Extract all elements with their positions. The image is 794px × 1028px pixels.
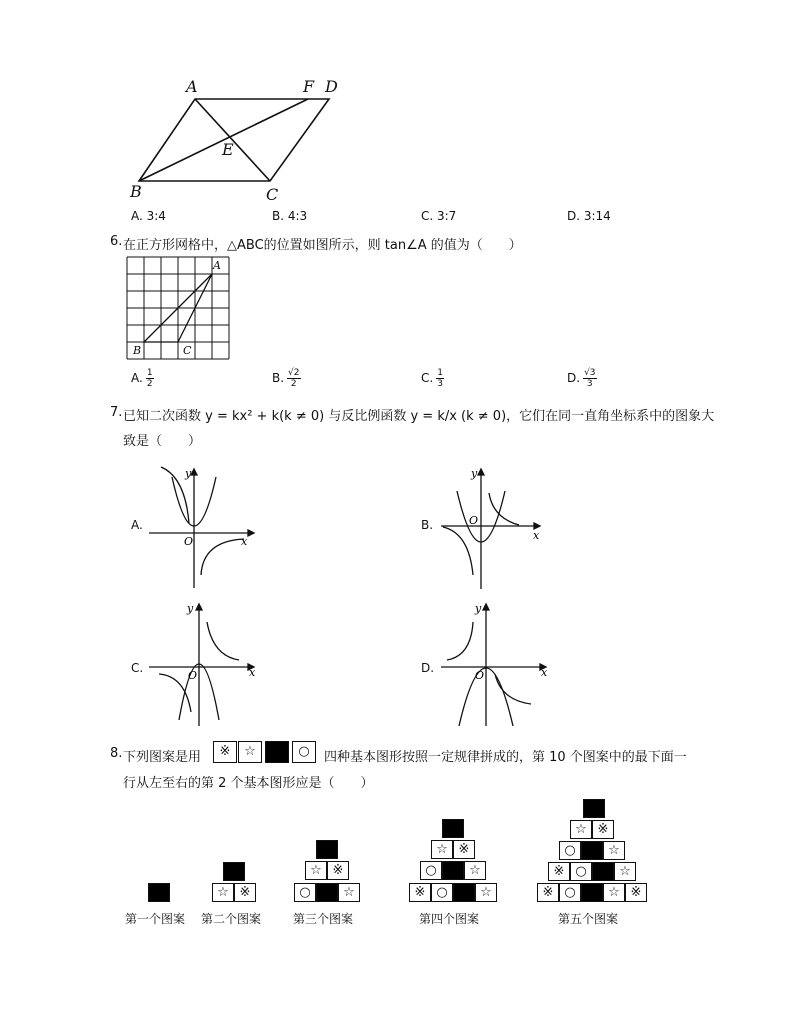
svg-text:y: y <box>475 602 482 615</box>
q7-question-line1: 已知二次函数 y = kx² + k(k ≠ 0) 与反比例函数 y = k/x (k ≠ 0)，它们在同一直角坐标系中的图象大 <box>123 409 715 424</box>
vertex-d-label: D <box>325 77 338 96</box>
pattern5-cell <box>581 883 603 902</box>
grid-vertex-b: B <box>133 344 142 357</box>
pattern2-cell <box>223 862 245 881</box>
pattern4-cell: ※ <box>453 840 475 859</box>
q7-option-c-label: C. <box>131 661 144 675</box>
reference-mark-shape: ※ <box>213 741 237 763</box>
graph-b <box>437 463 552 593</box>
grid-vertex-a: A <box>213 259 221 272</box>
pattern5-cell: ※ <box>625 883 647 902</box>
graph-a <box>145 465 260 590</box>
pattern5-caption: 第五个图案 <box>558 912 619 926</box>
graph-d <box>437 600 552 730</box>
pattern4-cell: ☆ <box>475 883 497 902</box>
svg-text:x: x <box>533 529 540 542</box>
pattern3-cell <box>316 840 338 859</box>
vertex-b-label: B <box>130 182 142 201</box>
vertex-c-label: C <box>266 185 279 204</box>
svg-text:O: O <box>475 669 485 682</box>
q7-option-a-label: A. <box>131 518 143 532</box>
pattern4-caption: 第四个图案 <box>419 912 480 926</box>
pattern4-cell: ○ <box>420 861 442 880</box>
svg-text:O: O <box>184 535 194 548</box>
star-shape: ☆ <box>238 741 262 763</box>
svg-text:y: y <box>185 467 192 480</box>
q8-question-pre: 下列图案是用 <box>123 750 202 765</box>
pattern1-caption: 第一个图案 <box>125 912 186 926</box>
q6-option-d: D. $\frac{√3}{3}$ <box>567 368 596 389</box>
q8-shape-legend <box>213 741 323 763</box>
pattern5-cell: ○ <box>559 883 581 902</box>
vertex-f-label: F <box>303 77 315 96</box>
pattern5-cell: ○ <box>570 862 592 881</box>
pattern2-cell: ※ <box>234 883 256 902</box>
pattern5-cell: ☆ <box>570 820 592 839</box>
q6-option-b: B. $\frac{√2}{2}$ <box>272 368 300 389</box>
pattern1-cell <box>148 883 170 902</box>
black-square-shape <box>265 741 289 763</box>
pattern5-cell: ☆ <box>614 862 636 881</box>
pattern5-cell <box>592 862 614 881</box>
pattern5-cell: ☆ <box>603 883 625 902</box>
pattern5-cell <box>583 799 605 818</box>
q5-option-b: B. 4:3 <box>272 209 308 223</box>
svg-text:x: x <box>541 666 548 679</box>
pattern3-cell: ☆ <box>305 861 327 880</box>
pattern3-caption: 第三个图案 <box>293 912 354 926</box>
q6-question: 在正方形网格中，△ABC的位置如图所示，则 tan∠A 的值为（ ） <box>123 238 522 253</box>
q7-option-d-label: D. <box>421 661 435 675</box>
pattern5-cell: ☆ <box>603 841 625 860</box>
q7-number: 7. <box>110 405 123 420</box>
q7-option-b-label: B. <box>421 518 434 532</box>
vertex-e-label: E <box>222 140 234 159</box>
pattern2-caption: 第二个图案 <box>201 912 262 926</box>
pattern5-cell: ※ <box>537 883 559 902</box>
q8-number: 8. <box>110 746 123 761</box>
q6-number: 6. <box>110 234 123 249</box>
graph-c <box>145 600 260 730</box>
pattern3-cell: ☆ <box>338 883 360 902</box>
svg-text:x: x <box>241 535 248 548</box>
pattern5-cell: ※ <box>548 862 570 881</box>
pattern4-cell: ○ <box>431 883 453 902</box>
svg-text:O: O <box>188 669 198 682</box>
pattern2-cell: ☆ <box>212 883 234 902</box>
q6-option-c: C. $\frac{1}{3}$ <box>421 368 443 389</box>
q8-question-post: 四种基本图形按照一定规律拼成的，第 10 个图案中的最下面一 <box>324 750 687 765</box>
pattern5-cell: ○ <box>559 841 581 860</box>
q6-option-a: A. $\frac{1}{2}$ <box>131 368 153 389</box>
pattern4-cell <box>442 819 464 838</box>
circle-shape: ○ <box>292 741 316 763</box>
parallelogram-figure <box>120 70 360 210</box>
svg-text:y: y <box>471 467 478 480</box>
pattern4-cell: ☆ <box>431 840 453 859</box>
pattern4-cell <box>453 883 475 902</box>
vertex-a-label: A <box>186 77 198 96</box>
q5-option-a: A. 3:4 <box>131 209 166 223</box>
svg-text:O: O <box>469 514 479 527</box>
q5-option-c: C. 3:7 <box>421 209 457 223</box>
q8-question-line2: 行从左至右的第 2 个基本图形应是（ ） <box>123 776 374 791</box>
svg-text:y: y <box>187 602 194 615</box>
pattern5-cell <box>581 841 603 860</box>
pattern4-cell: ☆ <box>464 861 486 880</box>
pattern4-cell: ※ <box>409 883 431 902</box>
q7-question-line2: 致是（ ） <box>123 434 202 449</box>
pattern3-cell <box>316 883 338 902</box>
grid-vertex-c: C <box>183 344 192 357</box>
pattern5-cell: ※ <box>592 820 614 839</box>
svg-text:x: x <box>249 666 256 679</box>
pattern3-cell: ※ <box>327 861 349 880</box>
pattern3-cell: ○ <box>294 883 316 902</box>
q5-option-d: D. 3:14 <box>567 209 611 223</box>
pattern4-cell <box>442 861 464 880</box>
